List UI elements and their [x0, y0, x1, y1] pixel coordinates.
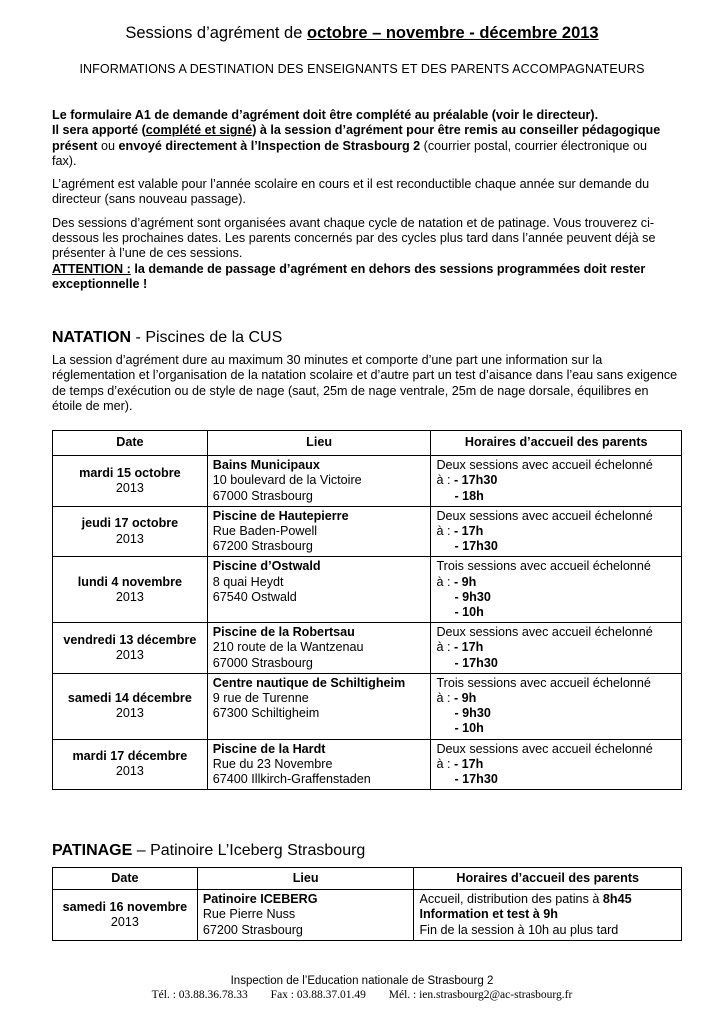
row-line-3: Fin de la session à 10h au plus tard: [419, 922, 619, 937]
table-row: [53, 890, 682, 941]
row-address-2: 67200 Strasbourg: [202, 922, 303, 937]
row-lieu: [197, 890, 414, 941]
row-address-1: Rue du 23 Novembre: [212, 756, 333, 771]
footer-tel: Tél. : 03.88.36.78.33: [151, 989, 248, 1001]
table-row: [53, 456, 682, 507]
row-lieu: [207, 739, 431, 790]
table-row: [53, 673, 682, 739]
intro-paragraph-2: L’agrément est valable pour l’année scolaire en cours et il est reconductible chaque année sur demande du directeur (sans nouveau passage).: [52, 177, 650, 207]
row-address-1: 9 rue de Turenne: [212, 691, 309, 706]
natation-table: [52, 430, 682, 790]
table-header-row: [53, 431, 682, 456]
row-schedule-text: Deux sessions avec accueil échelonné: [436, 625, 653, 640]
row-line-2: Information et test à 9h: [419, 907, 559, 922]
column-header-date: Date: [53, 431, 208, 456]
column-header-lieu: Lieu: [197, 868, 414, 890]
row-time-1: - 17h: [453, 756, 484, 771]
row-time-1: - 17h: [453, 524, 484, 539]
title-prefix: Sessions d’agrément de: [125, 24, 307, 42]
footer-mail: Mél. : ien.strasbourg2@ac-strasbourg.fr: [388, 989, 573, 1001]
intro-p1-g: (courrier postal, courrier électronique ou fax).: [52, 138, 647, 168]
row-schedule-text: Deux sessions avec accueil échelonné: [436, 741, 653, 756]
row-time-2: - 9h30: [454, 706, 491, 721]
page-title: [0, 24, 724, 43]
row-date: [53, 506, 208, 557]
row-address-1: Rue Pierre Nuss: [202, 907, 296, 922]
row-address-2: 67000 Strasbourg: [212, 655, 313, 670]
row-date-day: samedi 16 novembre: [62, 899, 188, 914]
intro-p1-f: envoyé directement à l’Inspection de Strasbourg 2: [118, 138, 421, 153]
row-schedule-text: Trois sessions avec accueil échelonné: [436, 675, 651, 690]
table-header-row: [53, 868, 682, 890]
footer-line-1: Inspection de l’Education nationale de Strasbourg 2: [230, 975, 494, 987]
row-time-1: - 17h30: [453, 473, 498, 488]
row-schedule-a: à :: [436, 640, 454, 655]
row-schedule-text: Deux sessions avec accueil échelonné: [436, 508, 653, 523]
patinage-heading-rest: – Patinoire L’Iceberg Strasbourg: [132, 842, 366, 859]
row-date: [53, 456, 208, 507]
attention-text: la demande de passage d’agrément en dehors des sessions programmées doit rester exceptionnelle !: [52, 261, 646, 291]
row-date-day: mardi 15 octobre: [79, 465, 181, 480]
footer-fax: Fax : 03.88.37.01.49: [270, 989, 366, 1001]
natation-heading-rest: - Piscines de la CUS: [131, 329, 283, 346]
row-place-name: Piscine d’Ostwald: [212, 559, 321, 574]
table-row: [53, 506, 682, 557]
attention-label: ATTENTION :: [52, 261, 131, 276]
row-date-year: 2013: [115, 589, 144, 604]
row-time-1: - 17h: [453, 640, 484, 655]
row-horaires: [414, 890, 682, 941]
row-time-2: - 17h30: [454, 539, 498, 554]
row-date: [53, 557, 208, 623]
row-place-name: Bains Municipaux: [212, 458, 320, 473]
table-row: [53, 739, 682, 790]
row-address-2: 67200 Strasbourg: [212, 539, 313, 554]
row-lieu: [207, 506, 431, 557]
row-lieu: [207, 623, 431, 674]
row-time-3: - 10h: [454, 605, 484, 620]
row-horaires: [431, 456, 682, 507]
intro-p1-e: ou: [97, 138, 119, 153]
patinage-heading: [52, 842, 365, 860]
row-lieu: [207, 456, 431, 507]
row-date-year: 2013: [115, 531, 144, 546]
row-time-1: - 9h: [453, 691, 477, 706]
row-horaires: [431, 557, 682, 623]
intro-p1-b: Il sera apporté (: [52, 123, 146, 138]
natation-heading-bold: NATATION: [52, 329, 132, 346]
row-schedule-text: Trois sessions avec accueil échelonné: [436, 559, 651, 574]
row-address-2: 67540 Ostwald: [212, 589, 297, 604]
column-header-horaires: Horaires d’accueil des parents: [431, 431, 682, 456]
row-date-day: lundi 4 novembre: [77, 574, 183, 589]
intro-paragraph-1: [52, 108, 672, 169]
row-date: [53, 673, 208, 739]
patinage-heading-bold: PATINAGE: [52, 842, 133, 859]
row-date-year: 2013: [115, 648, 144, 663]
intro-section: [52, 108, 672, 300]
row-address-1: Rue Baden-Powell: [212, 524, 318, 539]
row-time-1: - 9h: [453, 574, 477, 589]
row-schedule-a: à :: [436, 524, 454, 539]
row-horaires: [431, 673, 682, 739]
row-horaires: [431, 739, 682, 790]
row-time-2: - 18h: [454, 488, 484, 503]
row-date-year: 2013: [115, 706, 144, 721]
row-place-name: Patinoire ICEBERG: [202, 892, 318, 907]
column-header-lieu: Lieu: [207, 431, 431, 456]
row-time-3: - 10h: [454, 721, 484, 736]
row-time-2: - 9h30: [454, 589, 491, 604]
row-address-1: 10 boulevard de la Victoire: [212, 473, 362, 488]
row-schedule-a: à :: [436, 574, 454, 589]
row-place-name: Piscine de la Robertsau: [212, 625, 355, 640]
intro-p3-text: Des sessions d’agrément sont organisées avant chaque cycle de natation et de patinage. Vous trouverez ci-dessous les prochaines dates. Les parents concernés par des cycles plus tard dans l’année peuvent déjà se présenter à l’une de ces sessions.: [52, 215, 656, 261]
row-address-1: 210 route de la Wantzenau: [212, 640, 364, 655]
natation-description: La session d’agrément dure au maximum 30 minutes et comporte d’une part une information sur la réglementation et l’organisation de la natation scolaire et d’autre part un test d’aisance dans l’eau sans exigence de temps d’exécution ou de style de nage (saut, 25m de nage ventrale, 25m de nage dorsale, équilibres en étoile de mer).: [52, 353, 678, 413]
title-period: octobre – novembre - décembre 2013: [306, 24, 599, 42]
row-address-2: 67000 Strasbourg: [212, 488, 313, 503]
row-date-day: vendredi 13 décembre: [63, 632, 197, 647]
column-header-horaires: Horaires d’accueil des parents: [414, 868, 682, 890]
intro-p1-d: ) à la session d’agrément pour être remis au conseiller pédagogique présent: [52, 123, 661, 153]
page-subtitle: INFORMATIONS A DESTINATION DES ENSEIGNANTS ET DES PARENTS ACCOMPAGNATEURS: [79, 62, 645, 76]
row-time-2: - 17h30: [454, 772, 498, 787]
row-address-1: 8 quai Heydt: [212, 574, 284, 589]
row-horaires: [431, 623, 682, 674]
column-header-date: Date: [53, 868, 198, 890]
natation-heading: [52, 329, 282, 347]
row-lieu: [207, 673, 431, 739]
table-row: [53, 557, 682, 623]
row-lieu: [207, 557, 431, 623]
row-line-1a: Accueil, distribution des patins à: [419, 892, 603, 907]
table-row: [53, 623, 682, 674]
row-date: [53, 890, 198, 941]
row-schedule-a: à :: [436, 473, 454, 488]
row-address-2: 67300 Schiltigheim: [212, 706, 320, 721]
footer-contact: [0, 989, 724, 1001]
row-place-name: Piscine de la Hardt: [212, 741, 326, 756]
row-date: [53, 739, 208, 790]
intro-paragraph-3: [52, 216, 672, 292]
patinage-table: [52, 867, 682, 941]
row-line-1b: 8h45: [602, 892, 632, 907]
row-address-2: 67400 Illkirch-Graffenstaden: [212, 772, 371, 787]
intro-p1-c: complété et signé: [145, 123, 253, 138]
row-horaires: [431, 506, 682, 557]
row-schedule-text: Deux sessions avec accueil échelonné: [436, 458, 653, 473]
row-date-day: samedi 14 décembre: [67, 691, 192, 706]
row-date-year: 2013: [115, 764, 144, 779]
row-schedule-a: à :: [436, 691, 454, 706]
intro-p1-a: Le formulaire A1 de demande d’agrément doit être complété au préalable (voir le directeur).: [52, 108, 599, 122]
row-date: [53, 623, 208, 674]
row-place-name: Centre nautique de Schiltigheim: [212, 675, 406, 690]
row-date-year: 2013: [115, 481, 144, 495]
row-schedule-a: à :: [436, 756, 454, 771]
row-date-day: jeudi 17 octobre: [81, 516, 179, 531]
row-date-year: 2013: [110, 915, 139, 929]
row-time-2: - 17h30: [454, 655, 498, 670]
row-date-day: mardi 17 décembre: [72, 749, 188, 764]
row-place-name: Piscine de Hautepierre: [212, 508, 349, 523]
